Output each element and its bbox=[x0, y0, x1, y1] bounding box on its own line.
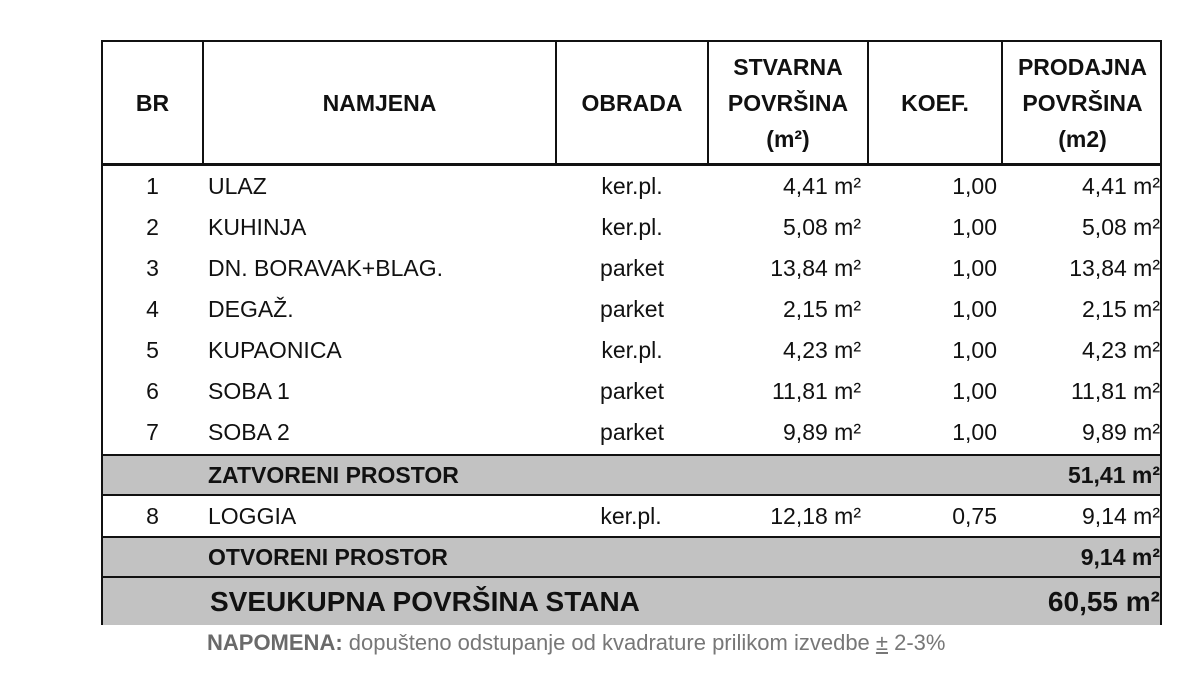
cell-koef: 1,00 bbox=[952, 337, 997, 363]
sveukupno-label: SVEUKUPNA POVRŠINA STANA bbox=[210, 585, 640, 617]
header-stvarna-line1: STVARNA bbox=[733, 53, 843, 80]
cell-obrada: parket bbox=[600, 378, 664, 404]
header-br: BR bbox=[135, 89, 170, 116]
header-prodajna-line2: POVRŠINA bbox=[1022, 89, 1143, 116]
cell-stvarna: 13,84 m² bbox=[770, 255, 861, 281]
cell-namjena: DN. BORAVAK+BLAG. bbox=[208, 255, 443, 281]
cell-stvarna: 4,23 m² bbox=[783, 337, 861, 363]
sveukupno-total: 60,55 m² bbox=[1047, 585, 1160, 617]
cell-stvarna: 5,08 m² bbox=[783, 214, 861, 240]
cell-br: 3 bbox=[146, 255, 159, 281]
cell-obrada: parket bbox=[600, 296, 664, 322]
cell-stvarna: 9,89 m² bbox=[783, 419, 861, 445]
cell-obrada: parket bbox=[600, 255, 664, 281]
cell-namjena: SOBA 1 bbox=[208, 378, 290, 404]
loggia-prodajna: 9,14 m² bbox=[1082, 502, 1160, 529]
cell-prodajna: 11,81 m² bbox=[1070, 378, 1160, 404]
cell-br: 5 bbox=[146, 337, 159, 363]
header-stvarna-line2: POVRŠINA bbox=[727, 89, 849, 116]
cell-br: 7 bbox=[146, 419, 159, 445]
loggia-br: 8 bbox=[146, 502, 159, 529]
cell-obrada: ker.pl. bbox=[601, 214, 663, 240]
cell-stvarna: 4,41 m² bbox=[783, 173, 861, 199]
footnote-label: NAPOMENA: bbox=[207, 630, 343, 655]
header-prodajna-line3: (m2) bbox=[1058, 125, 1107, 152]
cell-obrada: parket bbox=[600, 419, 664, 445]
cell-prodajna: 2,15 m² bbox=[1082, 296, 1160, 322]
cell-namjena: SOBA 2 bbox=[208, 419, 290, 445]
cell-koef: 1,00 bbox=[952, 296, 997, 322]
cell-obrada: ker.pl. bbox=[601, 173, 663, 199]
cell-namjena: DEGAŽ. bbox=[208, 296, 294, 322]
loggia-stvarna: 12,18 m² bbox=[770, 502, 861, 529]
cell-koef: 1,00 bbox=[952, 255, 997, 281]
header-koef: KOEF. bbox=[901, 89, 969, 116]
cell-stvarna: 2,15 m² bbox=[783, 296, 861, 322]
cell-koef: 1,00 bbox=[952, 173, 997, 199]
zatvoreni-total: 51,41 m² bbox=[1067, 461, 1160, 488]
cell-namjena: KUHINJA bbox=[208, 214, 307, 240]
cell-br: 4 bbox=[146, 296, 159, 322]
cell-koef: 1,00 bbox=[952, 378, 997, 404]
cell-namjena: KUPAONICA bbox=[208, 337, 342, 363]
cell-stvarna: 11,81 m² bbox=[771, 378, 861, 404]
cell-namjena: ULAZ bbox=[208, 173, 267, 199]
header-prodajna bbox=[1003, 42, 1162, 163]
footnote-text: dopušteno odstupanje od kvadrature prilikom izvedbe bbox=[348, 630, 870, 655]
loggia-namjena: LOGGIA bbox=[208, 502, 297, 529]
header-obrada: OBRADA bbox=[581, 89, 683, 116]
cell-br: 2 bbox=[146, 214, 159, 240]
header-prodajna-line1: PRODAJNA bbox=[1017, 53, 1148, 80]
otvoreni-total: 9,14 m² bbox=[1080, 543, 1160, 570]
cell-koef: 1,00 bbox=[952, 214, 997, 240]
otvoreni-label: OTVORENI PROSTOR bbox=[208, 543, 448, 570]
header-stvarna-line3: (m²) bbox=[766, 125, 810, 152]
cell-obrada: ker.pl. bbox=[601, 337, 663, 363]
header-stvarna bbox=[709, 42, 867, 163]
cell-br: 1 bbox=[146, 173, 159, 199]
footnote-plusminus: ± bbox=[875, 630, 888, 655]
zatvoreni-label: ZATVORENI PROSTOR bbox=[208, 461, 459, 488]
cell-prodajna: 5,08 m² bbox=[1082, 214, 1160, 240]
loggia-obrada: ker.pl. bbox=[600, 502, 662, 529]
footnote-range: 2-3% bbox=[894, 630, 946, 655]
loggia-koef: 0,75 bbox=[952, 502, 997, 529]
cell-prodajna: 4,23 m² bbox=[1082, 337, 1160, 363]
cell-br: 6 bbox=[146, 378, 159, 404]
cell-prodajna: 9,89 m² bbox=[1082, 419, 1160, 445]
area-table bbox=[101, 40, 1162, 625]
cell-koef: 1,00 bbox=[952, 419, 997, 445]
footnote bbox=[207, 630, 945, 656]
cell-prodajna: 13,84 m² bbox=[1069, 255, 1160, 281]
cell-prodajna: 4,41 m² bbox=[1082, 173, 1160, 199]
header-namjena: NAMJENA bbox=[322, 89, 437, 116]
